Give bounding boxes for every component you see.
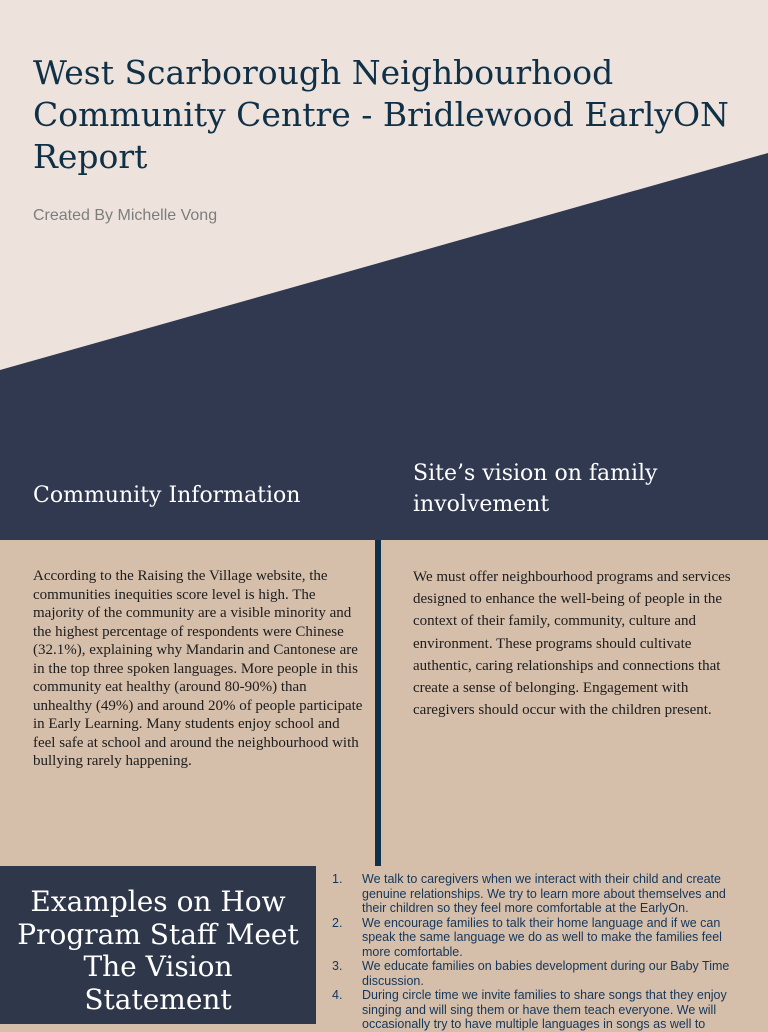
author-credit: Created By Michelle Vong	[33, 207, 218, 224]
list-item	[332, 988, 742, 1032]
list-item-number: 1.	[332, 872, 343, 886]
vision-heading: Site’s vision on family involvement	[413, 461, 658, 517]
list-item-text: We talk to caregivers when we interact with their child and create genuine relationships. We try to learn more about themselves and their children so they feel more comfortable at the EarlyOn.	[362, 872, 726, 915]
examples-list	[332, 872, 742, 1032]
list-item-number: 4.	[332, 988, 343, 1002]
list-item-text: We encourage families to talk their home language and if we can speak the same language we do as well to make the families feel more comfortable.	[362, 915, 722, 959]
page-title: West Scarborough Neighbourhood Community Centre - Bridlewood EarlyON Report	[33, 53, 729, 176]
examples-heading: Examples on How Program Staff Meet The Vision Statement	[17, 885, 299, 1016]
column-divider	[375, 540, 381, 866]
list-item-number: 3.	[332, 959, 343, 973]
list-item-text: We educate families on babies development during our Baby Time discussion.	[362, 959, 730, 988]
community-heading: Community Information	[33, 483, 301, 508]
list-item	[332, 872, 742, 916]
list-item-number: 2.	[332, 915, 343, 930]
list-item	[332, 916, 742, 960]
list-item-text: During circle time we invite families to share songs that they enjoy singing and will sing them or have them teach everyone. We will occasionally try to have multiple languages in songs as well to	[362, 988, 727, 1031]
list-item	[332, 959, 742, 988]
vision-body: We must offer neighbourhood programs and services designed to enhance the well-being of people in the context of their family, community, culture and environment. These programs should cultivate authentic, caring relationships and connections that create a sense of belonging. Engagement with caregivers should occur with the children present.	[413, 569, 731, 719]
community-body: According to the Raising the Village website, the communities inequities score level is high. The majority of the community are a visible minority and the highest percentage of respondents were Chinese (32.1%), explaining why Mandarin and Cantonese are in the top three spoken languages. More people in this community eat healthy (around 80-90%) than unhealthy (49%) and around 20% of people participate in Early Learning. Many students enjoy school and feel safe at school and around the neighbourhood with bullying rarely happening.	[33, 568, 363, 769]
